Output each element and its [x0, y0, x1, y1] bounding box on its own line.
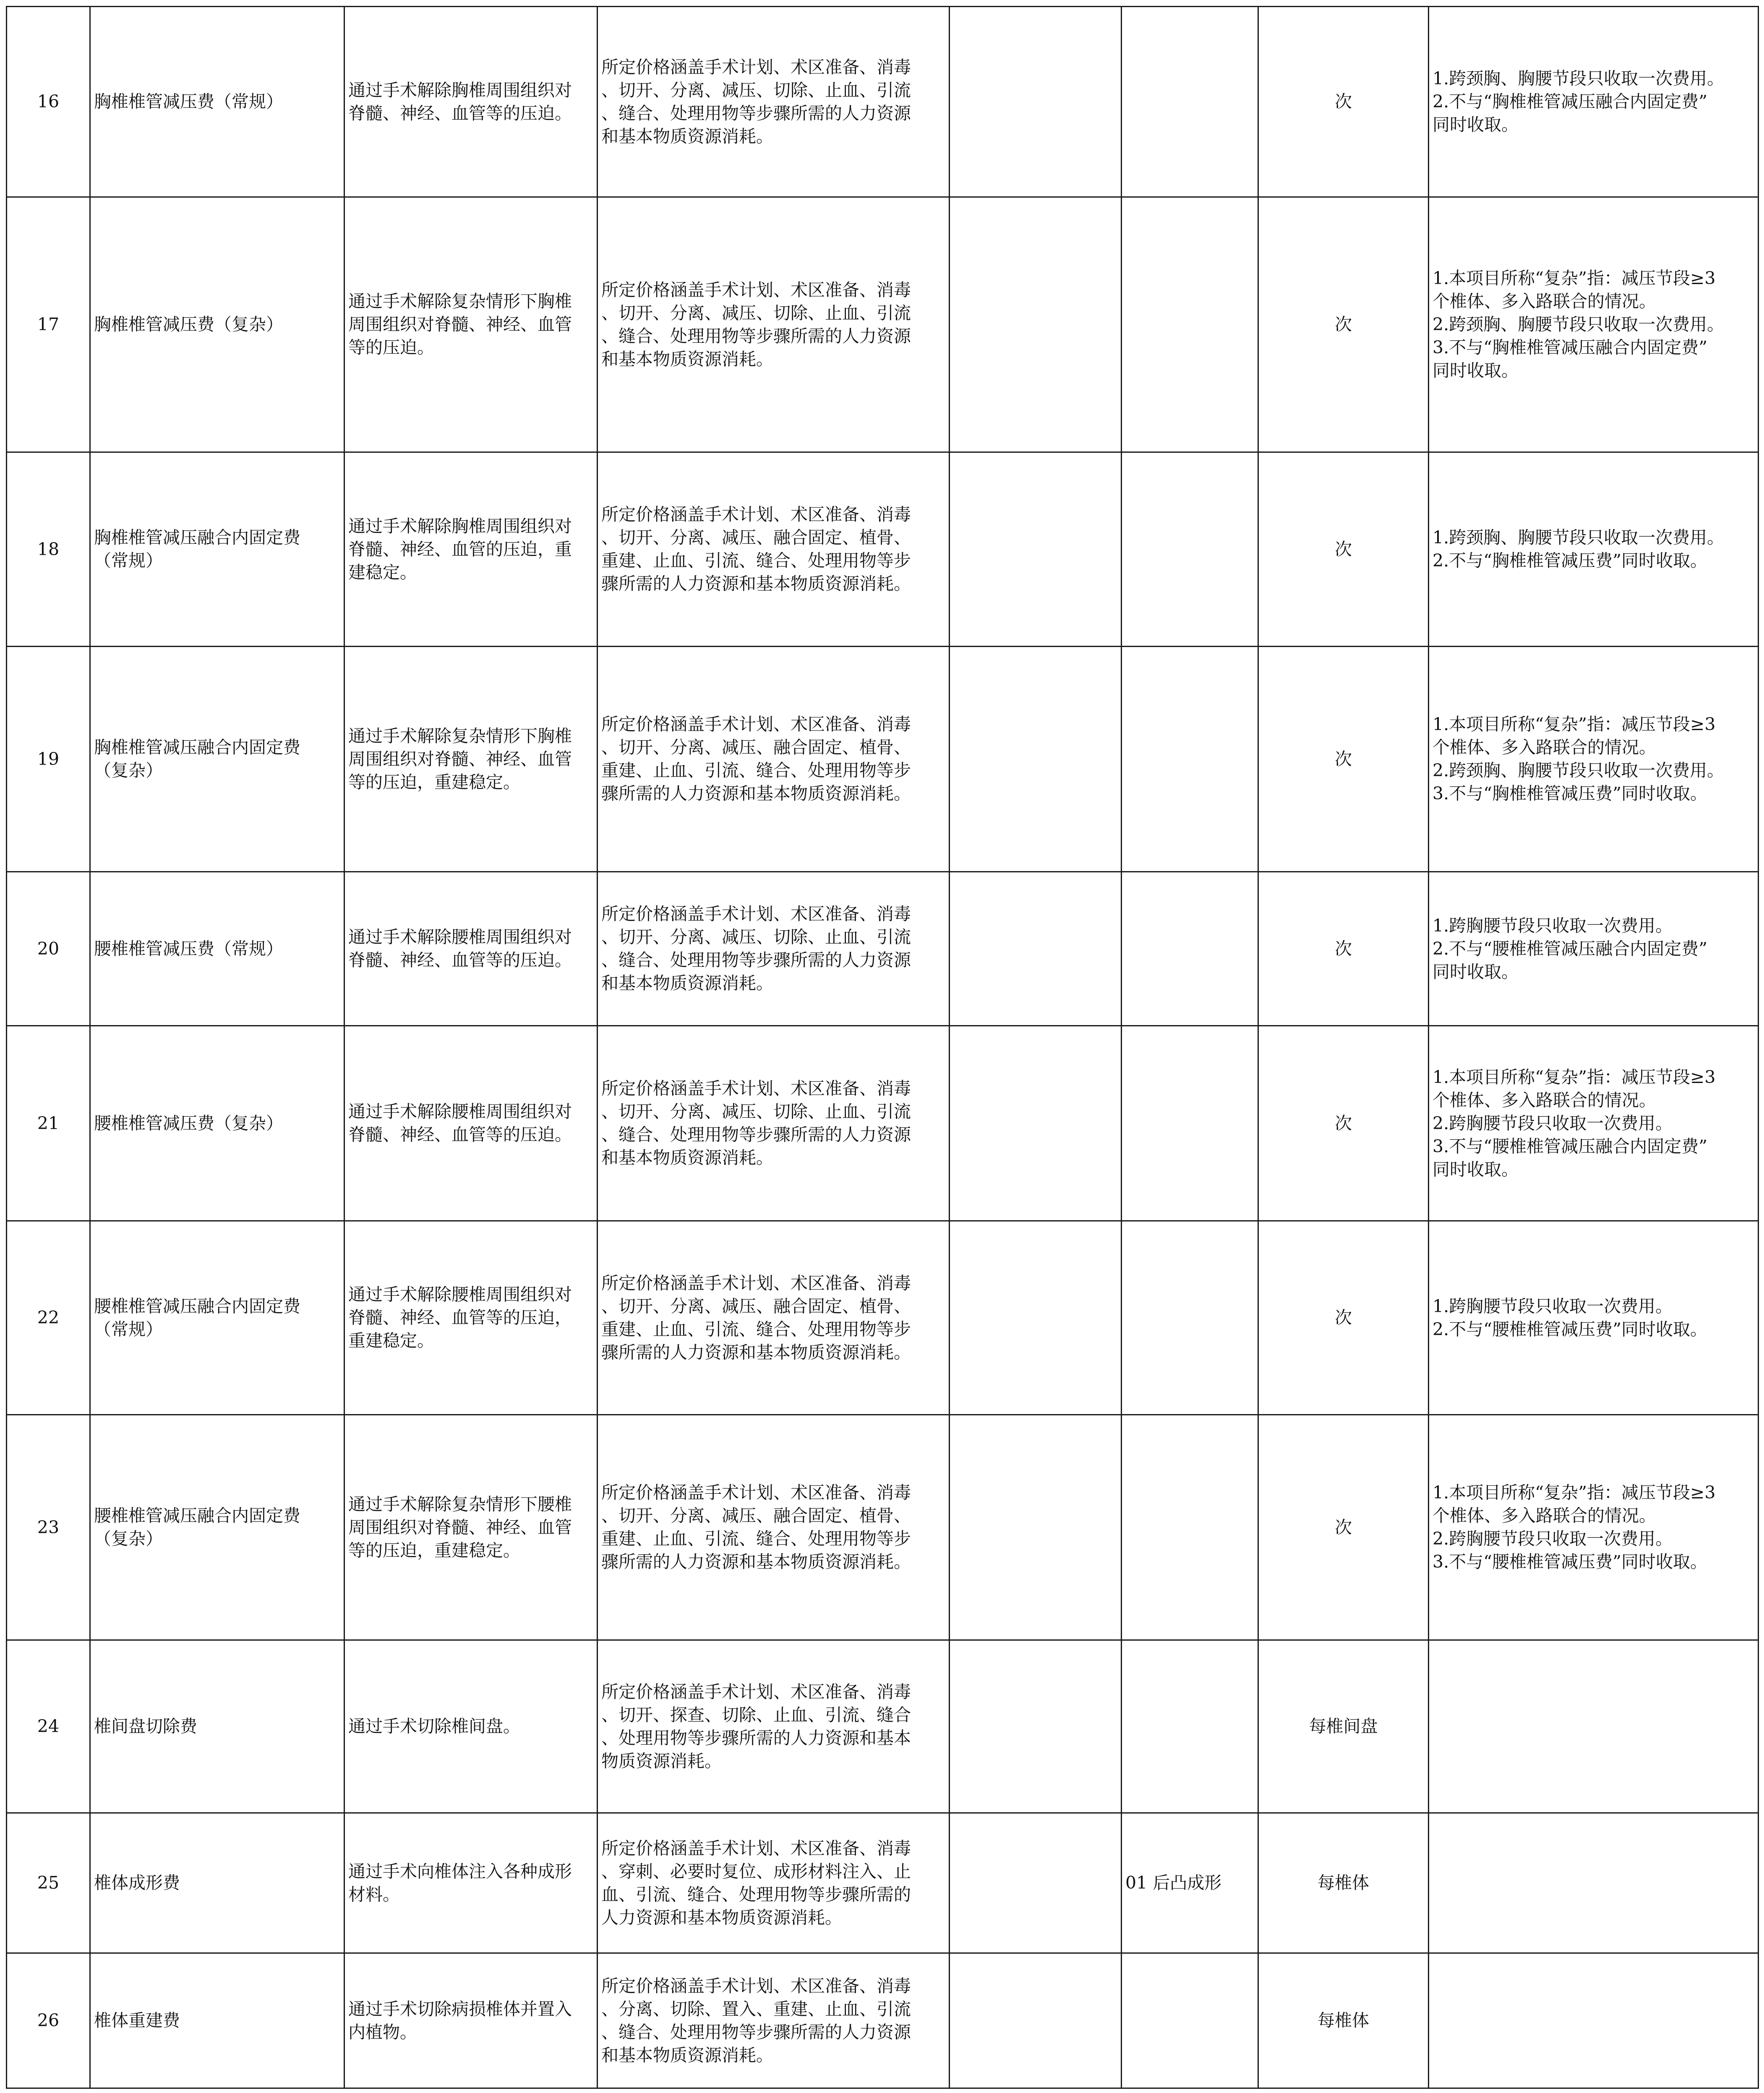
item-number-cell — [7, 197, 90, 452]
item-number-cell — [7, 1026, 90, 1221]
cell-text-line: 、切开、分离、减压、切除、止血、引流 — [601, 927, 911, 947]
item-number-cell — [7, 1640, 90, 1813]
cell-text-line: （复杂） — [94, 1529, 163, 1549]
exclusion-cell — [950, 452, 1122, 647]
cell-text-line: 通过手术解除胸椎周围组织对 — [348, 516, 572, 536]
cell-text: 26 — [37, 2010, 60, 2030]
cell-text: 次 — [1335, 1517, 1352, 1537]
table-row — [7, 1026, 1759, 1221]
item-name-cell — [90, 1813, 344, 1953]
value-description-cell — [598, 1221, 950, 1415]
item-name-cell — [90, 1026, 344, 1221]
cell-text-line: 通过手术解除腰椎周围组织对 — [348, 1284, 572, 1305]
cell-text-line: 和基本物质资源消耗。 — [601, 973, 773, 993]
cell-text-line: 、缝合、处理用物等步骤所需的人力资源 — [601, 103, 911, 123]
cell-text-line: 、切开、分离、减压、切除、止血、引流 — [601, 303, 911, 323]
cell-text-line: 2.跨胸腰节段只收取一次费用。 — [1433, 1113, 1673, 1133]
item-number-cell — [7, 1415, 90, 1640]
cell-text-line: （常规） — [94, 1319, 163, 1339]
cell-text-line: 所定价格涵盖手术计划、术区准备、消毒 — [601, 1681, 911, 1702]
cell-text-line: 和基本物质资源消耗。 — [601, 349, 773, 369]
remarks-cell — [1429, 1640, 1759, 1813]
service-content-cell — [344, 452, 598, 647]
table-row — [7, 1640, 1759, 1813]
cell-text-line: 周围组织对脊髓、神经、血管 — [348, 749, 572, 769]
cell-text-line: 3.不与“胸椎椎管减压融合内固定费” — [1433, 337, 1708, 358]
item-name-cell — [90, 452, 344, 647]
table-row — [7, 1415, 1759, 1640]
cell-text-line: 和基本物质资源消耗。 — [601, 2045, 773, 2065]
cell-text-line: 通过手术解除腰椎周围组织对 — [348, 1101, 572, 1122]
cell-text-line: 1.跨颈胸、胸腰节段只收取一次费用。 — [1433, 527, 1725, 548]
item-number-cell — [7, 7, 90, 197]
item-name-cell — [90, 872, 344, 1026]
value-description-cell — [598, 872, 950, 1026]
exclusion-cell — [950, 647, 1122, 872]
cell-text-line: 所定价格涵盖手术计划、术区准备、消毒 — [601, 1482, 911, 1503]
cell-text-line: 骤所需的人力资源和基本物质资源消耗。 — [601, 574, 911, 594]
cell-text-line: 、缝合、处理用物等步骤所需的人力资源 — [601, 2022, 911, 2042]
exclusion-cell — [950, 1415, 1122, 1640]
cell-text-line: 胸椎椎管减压融合内固定费 — [94, 527, 300, 548]
cell-text-line: 和基本物质资源消耗。 — [601, 126, 773, 146]
table-row — [7, 7, 1759, 197]
cell-text-line: 、缝合、处理用物等步骤所需的人力资源 — [601, 326, 911, 346]
service-content-cell — [344, 197, 598, 452]
cell-text-line: 通过手术解除复杂情形下胸椎 — [348, 726, 572, 746]
cell-text-line: 腰椎椎管减压费（常规） — [94, 938, 283, 959]
remarks-cell — [1429, 1221, 1759, 1415]
cell-text-line: 脊髓、神经、血管等的压迫。 — [348, 1125, 572, 1145]
cell-text-line: 通过手术解除复杂情形下胸椎 — [348, 291, 572, 311]
service-content-cell — [344, 647, 598, 872]
pricing-unit-cell — [1258, 1640, 1429, 1813]
cell-text-line: 3.不与“腰椎椎管减压融合内固定费” — [1433, 1136, 1708, 1156]
cell-text-line: 胸椎椎管减压融合内固定费 — [94, 737, 300, 757]
remarks-cell — [1429, 1813, 1759, 1953]
cell-text-line: 所定价格涵盖手术计划、术区准备、消毒 — [601, 1078, 911, 1099]
cell-text-line: （常规） — [94, 551, 163, 571]
item-number-cell — [7, 452, 90, 647]
cell-text-line: 脊髓、神经、血管等的压迫。 — [348, 103, 572, 123]
item-name-cell — [90, 7, 344, 197]
cell-text-line: 通过手术解除胸椎周围组织对 — [348, 80, 572, 100]
cell-text-line: 建稳定。 — [348, 562, 417, 582]
cell-text-line: 1.跨胸腰节段只收取一次费用。 — [1433, 915, 1673, 936]
cell-text-line: 所定价格涵盖手术计划、术区准备、消毒 — [601, 1838, 911, 1858]
cell-text-line: 、切开、分离、减压、切除、止血、引流 — [601, 80, 911, 100]
cell-text-line: 等的压迫。 — [348, 337, 434, 358]
cell-text-line: 2.跨颈胸、胸腰节段只收取一次费用。 — [1433, 314, 1725, 334]
service-content-cell — [344, 872, 598, 1026]
cell-text: 22 — [37, 1307, 60, 1328]
cell-text: 19 — [37, 749, 60, 769]
remarks-cell — [1429, 7, 1759, 197]
cell-text-line: 2.跨胸腰节段只收取一次费用。 — [1433, 1529, 1673, 1549]
cell-text-line: 腰椎椎管减压费（复杂） — [94, 1113, 283, 1133]
cell-text-line: 等的压迫，重建稳定。 — [348, 1540, 520, 1561]
pricing-unit-cell — [1258, 1415, 1429, 1640]
remarks-cell — [1429, 197, 1759, 452]
exclusion-cell — [950, 1953, 1122, 2088]
sub-item-cell — [1122, 1953, 1258, 2088]
service-content-cell — [344, 1026, 598, 1221]
cell-text-line: 个椎体、多入路联合的情况。 — [1433, 1506, 1656, 1526]
cell-text: 16 — [37, 91, 60, 112]
cell-text-line: 内植物。 — [348, 2022, 417, 2042]
sub-item-cell — [1122, 452, 1258, 647]
cell-text-line: 同时收取。 — [1433, 1159, 1519, 1180]
pricing-unit-cell — [1258, 7, 1429, 197]
cell-text-line: 通过手术向椎体注入各种成形 — [348, 1861, 572, 1882]
cell-text-line: 、切开、分离、减压、融合固定、植骨、 — [601, 527, 911, 548]
cell-text-line: 1.本项目所称“复杂”指：减压节段≥3 — [1433, 268, 1716, 288]
cell-text-line: 、缝合、处理用物等步骤所需的人力资源 — [601, 950, 911, 970]
pricing-unit-cell — [1258, 872, 1429, 1026]
item-name-cell — [90, 647, 344, 872]
cell-text-line: 所定价格涵盖手术计划、术区准备、消毒 — [601, 57, 911, 77]
pricing-unit-cell — [1258, 452, 1429, 647]
cell-text-line: 周围组织对脊髓、神经、血管 — [348, 1517, 572, 1537]
cell-text-line: 所定价格涵盖手术计划、术区准备、消毒 — [601, 904, 911, 924]
table-row — [7, 1813, 1759, 1953]
sub-item-cell — [1122, 1415, 1258, 1640]
cell-text: 次 — [1335, 938, 1352, 959]
cell-text-line: 和基本物质资源消耗。 — [601, 1148, 773, 1168]
cell-text-line: 物质资源消耗。 — [601, 1751, 722, 1771]
sub-item-cell — [1122, 7, 1258, 197]
cell-text: 25 — [37, 1873, 60, 1893]
cell-text-line: 所定价格涵盖手术计划、术区准备、消毒 — [601, 1273, 911, 1293]
cell-text-line: 椎体重建费 — [94, 2010, 180, 2030]
cell-text-line: 所定价格涵盖手术计划、术区准备、消毒 — [601, 504, 911, 525]
cell-text: 每椎间盘 — [1309, 1716, 1378, 1736]
sub-item-cell — [1122, 1813, 1258, 1953]
cell-text-line: 、切开、分离、减压、融合固定、植骨、 — [601, 1506, 911, 1526]
cell-text-line: 同时收取。 — [1433, 115, 1519, 135]
remarks-cell — [1429, 1026, 1759, 1221]
cell-text-line: 重建、止血、引流、缝合、处理用物等步 — [601, 551, 911, 571]
cell-text-line: 重建、止血、引流、缝合、处理用物等步 — [601, 1319, 911, 1339]
cell-text: 次 — [1335, 91, 1352, 112]
exclusion-cell — [950, 7, 1122, 197]
exclusion-cell — [950, 1640, 1122, 1813]
remarks-cell — [1429, 1953, 1759, 2088]
pricing-unit-cell — [1258, 1026, 1429, 1221]
cell-text-line: （复杂） — [94, 760, 163, 780]
cell-text-line: 、穿刺、必要时复位、成形材料注入、止 — [601, 1861, 911, 1882]
cell-text-line: 脊髓、神经、血管等的压迫， — [348, 1307, 572, 1328]
cell-text: 20 — [37, 938, 60, 959]
cell-text-line: 01 后凸成形 — [1125, 1873, 1222, 1893]
cell-text-line: 材料。 — [348, 1884, 400, 1905]
item-number-cell — [7, 872, 90, 1026]
table-row — [7, 647, 1759, 872]
cell-text-line: 1.本项目所称“复杂”指：减压节段≥3 — [1433, 714, 1716, 734]
cell-text-line: 通过手术解除腰椎周围组织对 — [348, 927, 572, 947]
item-name-cell — [90, 1640, 344, 1813]
cell-text-line: 脊髓、神经、血管的压迫，重 — [348, 539, 572, 559]
cell-text-line: 骤所需的人力资源和基本物质资源消耗。 — [601, 783, 911, 804]
cell-text-line: 1.跨颈胸、胸腰节段只收取一次费用。 — [1433, 68, 1725, 89]
cell-text-line: 腰椎椎管减压融合内固定费 — [94, 1296, 300, 1316]
cell-text-line: 所定价格涵盖手术计划、术区准备、消毒 — [601, 279, 911, 300]
cell-text-line: 腰椎椎管减压融合内固定费 — [94, 1506, 300, 1526]
cell-text-line: 、分离、切除、置入、重建、止血、引流 — [601, 1999, 911, 2019]
cell-text-line: 1.本项目所称“复杂”指：减压节段≥3 — [1433, 1067, 1716, 1087]
cell-text: 次 — [1335, 749, 1352, 769]
service-content-cell — [344, 1221, 598, 1415]
cell-text-line: 通过手术切除椎间盘。 — [348, 1716, 520, 1736]
value-description-cell — [598, 1813, 950, 1953]
item-name-cell — [90, 1953, 344, 2088]
cell-text-line: 、切开、探查、切除、止血、引流、缝合 — [601, 1704, 911, 1725]
pricing-unit-cell — [1258, 1953, 1429, 2088]
remarks-cell — [1429, 647, 1759, 872]
sub-item-cell — [1122, 197, 1258, 452]
cell-text-line: 个椎体、多入路联合的情况。 — [1433, 1090, 1656, 1110]
pricing-unit-cell — [1258, 197, 1429, 452]
exclusion-cell — [950, 872, 1122, 1026]
cell-text-line: 3.不与“腰椎椎管减压费”同时收取。 — [1433, 1552, 1708, 1572]
cell-text: 23 — [37, 1517, 60, 1537]
cell-text-line: 1.本项目所称“复杂”指：减压节段≥3 — [1433, 1482, 1716, 1503]
cell-text-line: 胸椎椎管减压费（常规） — [94, 91, 283, 112]
item-name-cell — [90, 197, 344, 452]
service-content-cell — [344, 1415, 598, 1640]
cell-text: 次 — [1335, 539, 1352, 559]
cell-text-line: 重建、止血、引流、缝合、处理用物等步 — [601, 760, 911, 780]
value-description-cell — [598, 647, 950, 872]
pricing-unit-cell — [1258, 647, 1429, 872]
service-content-cell — [344, 1813, 598, 1953]
table-row — [7, 197, 1759, 452]
cell-text-line: 椎间盘切除费 — [94, 1716, 197, 1736]
cell-text-line: 人力资源和基本物质资源消耗。 — [601, 1907, 842, 1928]
value-description-cell — [598, 452, 950, 647]
cell-text-line: 3.不与“胸椎椎管减压费”同时收取。 — [1433, 783, 1708, 804]
item-number-cell — [7, 647, 90, 872]
sub-item-cell — [1122, 1640, 1258, 1813]
exclusion-cell — [950, 1026, 1122, 1221]
cell-text-line: 血、引流、缝合、处理用物等步骤所需的 — [601, 1884, 911, 1905]
cell-text-line: 个椎体、多入路联合的情况。 — [1433, 737, 1656, 757]
value-description-cell — [598, 1640, 950, 1813]
cell-text-line: 通过手术切除病损椎体并置入 — [348, 1999, 572, 2019]
item-number-cell — [7, 1221, 90, 1415]
cell-text-line: 2.不与“胸椎椎管减压费”同时收取。 — [1433, 551, 1708, 571]
exclusion-cell — [950, 197, 1122, 452]
remarks-cell — [1429, 1415, 1759, 1640]
cell-text-line: 、切开、分离、减压、切除、止血、引流 — [601, 1101, 911, 1122]
cell-text-line: 周围组织对脊髓、神经、血管 — [348, 314, 572, 334]
cell-text-line: 所定价格涵盖手术计划、术区准备、消毒 — [601, 1976, 911, 1996]
pricing-unit-cell — [1258, 1221, 1429, 1415]
service-content-cell — [344, 1640, 598, 1813]
cell-text-line: 2.不与“腰椎椎管减压费”同时收取。 — [1433, 1319, 1708, 1339]
service-content-cell — [344, 7, 598, 197]
cell-text-line: 脊髓、神经、血管等的压迫。 — [348, 950, 572, 970]
value-description-cell — [598, 1026, 950, 1221]
cell-text: 每椎体 — [1318, 2010, 1369, 2030]
cell-text-line: 重建稳定。 — [348, 1331, 434, 1351]
cell-text: 17 — [37, 314, 60, 334]
item-name-cell — [90, 1221, 344, 1415]
sub-item-cell — [1122, 872, 1258, 1026]
item-number-cell — [7, 1953, 90, 2088]
cell-text-line: 1.跨胸腰节段只收取一次费用。 — [1433, 1296, 1673, 1316]
sub-item-cell — [1122, 1221, 1258, 1415]
table-body — [7, 7, 1759, 2088]
cell-text-line: 骤所需的人力资源和基本物质资源消耗。 — [601, 1552, 911, 1572]
pricing-unit-cell — [1258, 1813, 1429, 1953]
cell-text-line: 所定价格涵盖手术计划、术区准备、消毒 — [601, 714, 911, 734]
cell-text: 18 — [37, 539, 60, 559]
cell-text: 24 — [37, 1716, 60, 1736]
cell-text-line: 、缝合、处理用物等步骤所需的人力资源 — [601, 1125, 911, 1145]
cell-text: 次 — [1335, 314, 1352, 334]
cell-text-line: 个椎体、多入路联合的情况。 — [1433, 291, 1656, 311]
cell-text-line: 、切开、分离、减压、融合固定、植骨、 — [601, 1296, 911, 1316]
cell-text-line: 2.跨颈胸、胸腰节段只收取一次费用。 — [1433, 760, 1725, 780]
table-row — [7, 872, 1759, 1026]
table-row — [7, 1953, 1759, 2088]
cell-text-line: 同时收取。 — [1433, 961, 1519, 982]
cell-text-line: 重建、止血、引流、缝合、处理用物等步 — [601, 1529, 911, 1549]
cell-text-line: 2.不与“胸椎椎管减压融合内固定费” — [1433, 91, 1708, 112]
value-description-cell — [598, 7, 950, 197]
cell-text-line: 同时收取。 — [1433, 360, 1519, 381]
cell-text: 每椎体 — [1318, 1873, 1369, 1893]
service-content-cell — [344, 1953, 598, 2088]
remarks-cell — [1429, 872, 1759, 1026]
cell-text-line: 椎体成形费 — [94, 1873, 180, 1893]
item-name-cell — [90, 1415, 344, 1640]
pricing-table — [6, 6, 1759, 2089]
cell-text: 21 — [37, 1113, 60, 1133]
value-description-cell — [598, 1415, 950, 1640]
table-row — [7, 1221, 1759, 1415]
value-description-cell — [598, 197, 950, 452]
cell-text-line: 、切开、分离、减压、融合固定、植骨、 — [601, 737, 911, 757]
value-description-cell — [598, 1953, 950, 2088]
cell-text-line: 等的压迫，重建稳定。 — [348, 772, 520, 792]
cell-text: 次 — [1335, 1113, 1352, 1133]
item-number-cell — [7, 1813, 90, 1953]
cell-text-line: 、处理用物等步骤所需的人力资源和基本 — [601, 1728, 911, 1748]
cell-text-line: 骤所需的人力资源和基本物质资源消耗。 — [601, 1342, 911, 1362]
table-row — [7, 452, 1759, 647]
cell-text-line: 胸椎椎管减压费（复杂） — [94, 314, 283, 334]
sub-item-cell — [1122, 1026, 1258, 1221]
exclusion-cell — [950, 1813, 1122, 1953]
cell-text: 次 — [1335, 1307, 1352, 1328]
cell-text-line: 2.不与“腰椎椎管减压融合内固定费” — [1433, 938, 1708, 959]
remarks-cell — [1429, 452, 1759, 647]
sub-item-cell — [1122, 647, 1258, 872]
exclusion-cell — [950, 1221, 1122, 1415]
cell-text-line: 通过手术解除复杂情形下腰椎 — [348, 1494, 572, 1514]
